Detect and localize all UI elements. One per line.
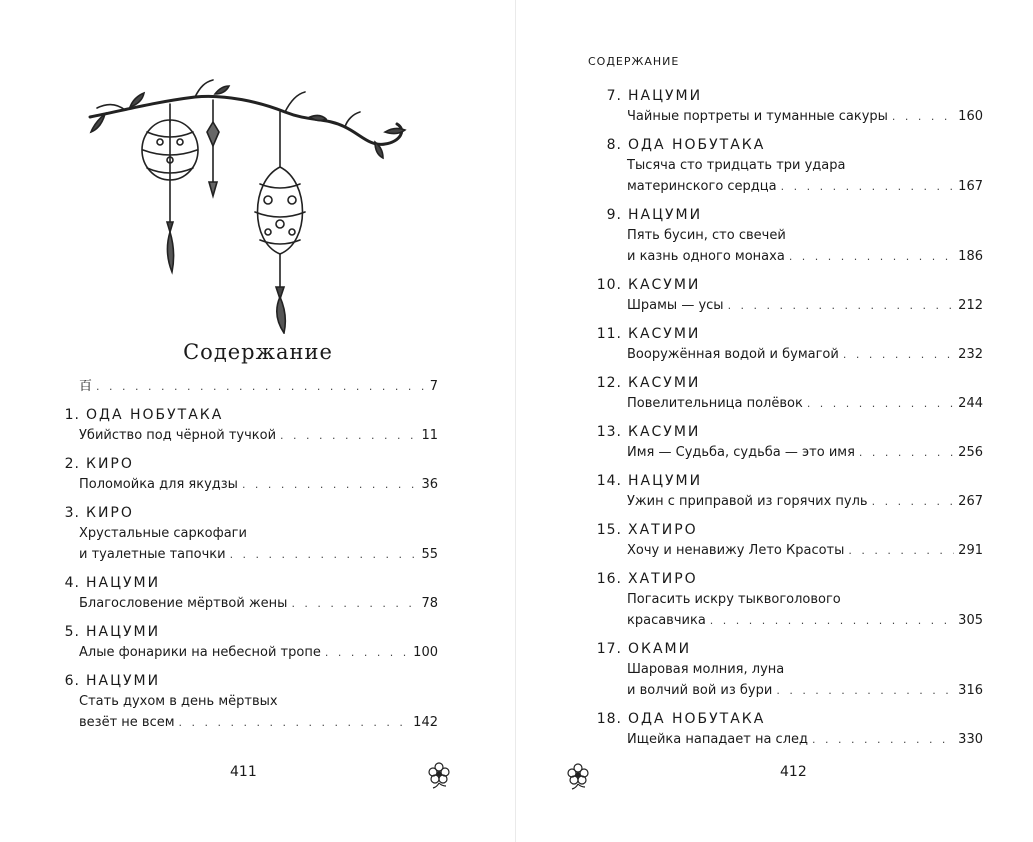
chapter-title: Имя — Судьба, судьба — это имя [627,445,855,460]
running-head: СОДЕРЖАНИЕ [588,55,680,68]
toc-chapter-heading [594,135,983,155]
entry-spacer [58,495,438,503]
chapter-narrator: ОДА НОБУТАКА [628,137,766,153]
chapter-narrator: НАЦУМИ [86,673,161,689]
leader-dots [280,425,417,446]
sakura-flower-icon [563,760,593,790]
toc-line [594,344,983,365]
entry-spacer [594,316,983,324]
leader-dots [892,106,954,127]
toc-chapter-heading [58,405,438,425]
toc-entry [594,520,983,561]
toc-entry [58,622,438,663]
entry-spacer [594,414,983,422]
entry-spacer [58,397,438,405]
page-reference: 212 [958,298,983,313]
toc-entry [594,135,983,197]
toc-entry [594,275,983,316]
page-reference: 186 [958,249,983,264]
left-page [0,0,516,842]
chapter-number: 17. [596,641,622,657]
chapter-title: материнского сердца [627,179,777,194]
toc-entry [594,709,983,750]
toc-chapter-heading [594,205,983,225]
toc-line [594,246,983,267]
toc-line [594,729,983,750]
toc-entry [594,569,983,631]
leader-dots [843,344,954,365]
toc-chapter-heading [594,373,983,393]
chapter-title: везёт не всем [79,715,175,730]
toc-line [594,659,983,680]
toc-line [594,295,983,316]
chapter-title: Поломойка для якудзы [79,477,238,492]
toc-line [594,680,983,701]
toc-entry [58,503,438,565]
chapter-title: Ищейка нападает на след [627,732,808,747]
leader-dots [789,246,954,267]
page-reference: 244 [958,396,983,411]
toc-chapter-heading [594,471,983,491]
chapter-narrator: КАСУМИ [628,424,701,440]
page-reference: 11 [421,428,438,443]
toc-line [594,442,983,463]
leader-dots [291,593,417,614]
chapter-title: 百 [79,379,93,394]
leader-dots [230,544,418,565]
page-number-right: 412 [780,764,807,780]
toc-chapter-heading [594,709,983,729]
toc-chapter-heading [58,454,438,474]
chapter-narrator: КИРО [86,456,134,472]
toc-chapter-heading [594,86,983,106]
chapter-title: Алые фонарики на небесной тропе [79,645,321,660]
toc-chapter-heading [594,275,983,295]
toc-chapter-heading [594,520,983,540]
leader-dots [807,393,954,414]
entry-spacer [594,197,983,205]
chapter-number: 6. [64,673,80,689]
toc-line [594,491,983,512]
entry-spacer [594,267,983,275]
page-reference: 78 [421,596,438,611]
chapter-title: Вооружённая водой и бумагой [627,347,839,362]
chapter-title: Благословение мёртвой жены [79,596,288,611]
chapter-title: Убийство под чёрной тучкой [79,428,277,443]
entry-spacer [594,701,983,709]
chapter-narrator: НАЦУМИ [628,473,703,489]
toc-entry [594,205,983,267]
toc-entry [58,454,438,495]
leader-dots [776,680,954,701]
entry-spacer [594,512,983,520]
chapter-number: 3. [64,505,80,521]
chapter-narrator: КИРО [86,505,134,521]
chapter-number: 18. [596,711,622,727]
leader-dots [728,295,955,316]
chapter-number: 9. [606,207,622,223]
toc-line [58,712,438,733]
toc-line [58,691,438,712]
chapter-narrator: КАСУМИ [628,326,701,342]
chapter-number: 7. [606,88,622,104]
chapter-title: Шрамы — усы [627,298,724,313]
chapter-number: 5. [64,624,80,640]
toc-entry [58,671,438,733]
chapter-narrator: ОДА НОБУТАКА [86,407,224,423]
chapter-number: 8. [606,137,622,153]
chapter-number: 12. [596,375,622,391]
chapter-title: Хочу и ненавижу Лето Красоты [627,543,845,558]
chapter-title: красавчика [627,613,706,628]
entry-spacer [58,565,438,573]
leader-dots [242,474,418,495]
chapter-number: 11. [596,326,622,342]
toc-line [594,176,983,197]
chapter-title: Ужин с приправой из горячих пуль [627,494,868,509]
toc-entry [594,324,983,365]
page-reference: 232 [958,347,983,362]
leader-dots [872,491,955,512]
leader-dots [179,712,410,733]
page-reference: 36 [421,477,438,492]
chapter-narrator: ХАТИРО [628,571,698,587]
chapter-title: Чайные портреты и туманные сакуры [627,109,888,124]
page-reference: 160 [958,109,983,124]
chapter-narrator: ОДА НОБУТАКА [628,711,766,727]
toc-line [58,642,438,663]
page-reference: 167 [958,179,983,194]
toc-line [594,225,983,246]
page-reference: 55 [421,547,438,562]
right-page [516,0,1033,842]
toc-entry [594,422,983,463]
entry-spacer [58,663,438,671]
page-reference: 267 [958,494,983,509]
lanterns-on-branch-illustration [85,72,420,334]
entry-spacer [594,561,983,569]
chapter-title: Стать духом в день мёртвых [79,694,278,709]
entry-spacer [594,365,983,373]
chapter-narrator: КАСУМИ [628,375,701,391]
toc-entry [594,373,983,414]
toc-chapter-heading [594,422,983,442]
toc-line [58,376,438,397]
entry-spacer [594,127,983,135]
toc-line [58,474,438,495]
page-reference: 256 [958,445,983,460]
toc-line [58,425,438,446]
toc-line [594,610,983,631]
chapter-number: 14. [596,473,622,489]
entry-spacer [58,446,438,454]
chapter-title: Хрустальные саркофаги [79,526,247,541]
entry-spacer [594,463,983,471]
toc-line [594,540,983,561]
toc-entry [594,471,983,512]
leader-dots [812,729,954,750]
toc-title: Содержание [183,340,333,364]
toc-line [58,523,438,544]
chapter-title: Тысяча сто тридцать три удара [627,158,846,173]
chapter-narrator: НАЦУМИ [628,88,703,104]
page-reference: 142 [413,715,438,730]
chapter-title: Повелительница полёвок [627,396,803,411]
toc-entry [58,405,438,446]
toc-line [594,589,983,610]
toc-chapter-heading [58,503,438,523]
chapter-title: Пять бусин, сто свечей [627,228,786,243]
chapter-number: 10. [596,277,622,293]
toc-chapter-heading [594,569,983,589]
toc-line [58,544,438,565]
toc-chapter-heading [594,639,983,659]
page-reference: 316 [958,683,983,698]
chapter-number: 1. [64,407,80,423]
toc-chapter-heading [58,622,438,642]
page-reference: 100 [413,645,438,660]
chapter-number: 2. [64,456,80,472]
toc-entry [594,639,983,701]
chapter-narrator: КАСУМИ [628,277,701,293]
page-number-left: 411 [230,764,257,780]
leader-dots [781,176,955,197]
chapter-narrator: НАЦУМИ [86,575,161,591]
chapter-narrator: ОКАМИ [628,641,692,657]
toc-entry [594,86,983,127]
chapter-title: и туалетные тапочки [79,547,226,562]
chapter-title: Шаровая молния, луна [627,662,785,677]
toc-line [594,393,983,414]
leader-dots [859,442,954,463]
chapter-number: 15. [596,522,622,538]
entry-spacer [58,614,438,622]
chapter-narrator: ХАТИРО [628,522,698,538]
page-reference: 291 [958,543,983,558]
chapter-title: и волчий вой из бури [627,683,773,698]
leader-dots [325,642,409,663]
page-reference: 7 [429,379,438,394]
chapter-title: и казнь одного монаха [627,249,785,264]
leader-dots [96,376,426,397]
toc-chapter-heading [58,671,438,691]
right-toc-list [594,86,983,750]
toc-chapter-heading [58,573,438,593]
toc-line [594,155,983,176]
chapter-number: 16. [596,571,622,587]
toc-chapter-heading [594,324,983,344]
sakura-flower-icon [424,759,454,789]
toc-line [594,106,983,127]
left-toc-list [58,376,438,733]
toc-entry [58,376,438,397]
toc-entry [58,573,438,614]
page-reference: 305 [958,613,983,628]
leader-dots [848,540,954,561]
chapter-narrator: НАЦУМИ [86,624,161,640]
leader-dots [710,610,954,631]
chapter-narrator: НАЦУМИ [628,207,703,223]
chapter-title: Погасить искру тыквоголового [627,592,841,607]
chapter-number: 13. [596,424,622,440]
entry-spacer [594,631,983,639]
toc-line [58,593,438,614]
chapter-number: 4. [64,575,80,591]
page-reference: 330 [958,732,983,747]
